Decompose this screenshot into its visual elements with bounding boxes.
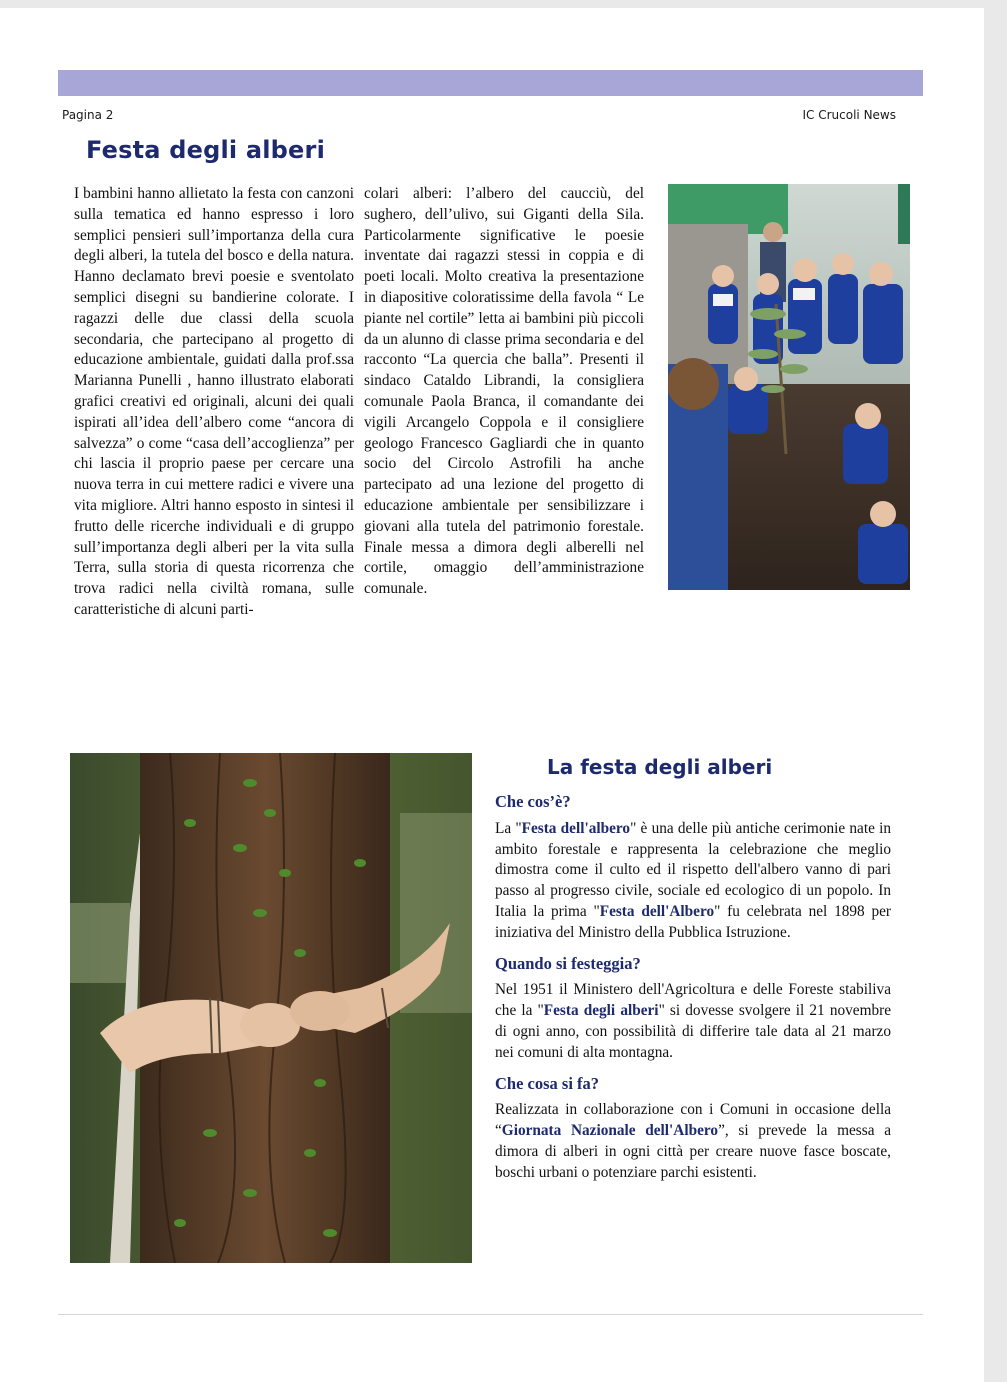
question-what-is-it: Che cos’è? bbox=[495, 792, 571, 811]
newsletter-page bbox=[0, 8, 984, 1382]
publication-name: IC Crucoli News bbox=[802, 108, 896, 122]
page-number: Pagina 2 bbox=[62, 108, 114, 122]
answer-what-is-it: La "Festa dell'albero" è una delle più antiche cerimonie nate in ambito forestale e rappresenta la celebrazione che meglio dimostra come il culto ed il rispetto dell'albero vanno di pari passo al progresso civile, sociale ed ecologico di un popolo. In Italia la prima "Festa dell'Albero" fu celebrata nel 1898 per iniziativa del Ministro della Pubblica Istruzione. bbox=[495, 819, 892, 941]
article-column-1: I bambini hanno allietato la festa con canzoni sulla tematica ed hanno espresso i loro semplici pensieri sull’importanza della cura degli alberi, la tutela del bosco e della natura. Hanno declamato brevi poesie e sventolato semplici disegni su bandierine colorate. I ragazzi delle due classi della scuola secondaria, che partecipano al progetto di educazione ambientale, guidati dalla prof.ssa Marianna Punelli , hanno illustrato elaborati grafici creativi ed originali, alcuni dei quali ispirati all’idea dell’albero come “ancora di salvezza” o come “casa dell’accoglienza” per chi lascia il proprio paese per cercare una nuova terra in cui mettere radici e vivere una vita migliore. Altri hanno esposto in sintesi il frutto delle ricerche individuali e di gruppo sull’importanza degli alberi per la vita sulla Terra, sulla storia di questa ricorrenza che trova radici nella civiltà romana, sulle caratteristiche di alcuni parti- bbox=[74, 185, 354, 618]
answer-what-to-do: Realizzata in collaborazione con i Comuni in occasione della “Giornata Nazionale dell'Albero”, si prevede la messa a dimora di alberi in ogni città per creare nuove fasce boscate, boschi urbani o potenziare parchi esistenti. bbox=[495, 1101, 891, 1181]
children-planting-photo bbox=[668, 184, 910, 590]
header-band bbox=[58, 70, 923, 96]
section-title: La festa degli alberi bbox=[547, 755, 773, 779]
tree-hug-photo bbox=[70, 753, 472, 1263]
question-what-to-do: Che cosa si fa? bbox=[495, 1073, 600, 1093]
article-column-2: colari alberi: l’albero del caucciù, del sughero, dell’ulivo, sui Giganti della Sila. Particolarmente significative le poesie inventate dai ragazzi stessi in coppia e di poeti locali. Molto creativa la presentazione in diapositive coloratissime della favola “ Le piante nel cortile” letta ai bambini più piccoli da un alunno di classe prima secondaria e del racconto “La quercia che balla”. Presenti il sindaco Cataldo Librandi, la consigliera comunale Paola Branca, il comandante dei vigili Arcangelo Coppola e il consigliere geologo Francesco Gagliardi che in quanto socio del Circolo Astrofili ha anche partecipato ad una lezione del progetto di educazione ambientale per sensibilizzare i giovani alla tutela del patrimonio forestale. Finale messa a dimora degli alberelli nel cortile, omaggio dell’amministrazione comunale. bbox=[364, 185, 644, 598]
footer-divider bbox=[58, 1314, 923, 1315]
question-when: Quando si festeggia? bbox=[495, 953, 641, 973]
answer-when: Nel 1951 il Ministero dell'Agricoltura e delle Foreste stabiliva che la "Festa degli alberi" si dovesse svolgere il 21 novembre di ogni anno, con possibilità di differire tale data al 21 marzo nei comuni di alta montagna. bbox=[495, 981, 891, 1061]
article-title: Festa degli alberi bbox=[86, 136, 325, 164]
info-column bbox=[495, 792, 891, 1194]
